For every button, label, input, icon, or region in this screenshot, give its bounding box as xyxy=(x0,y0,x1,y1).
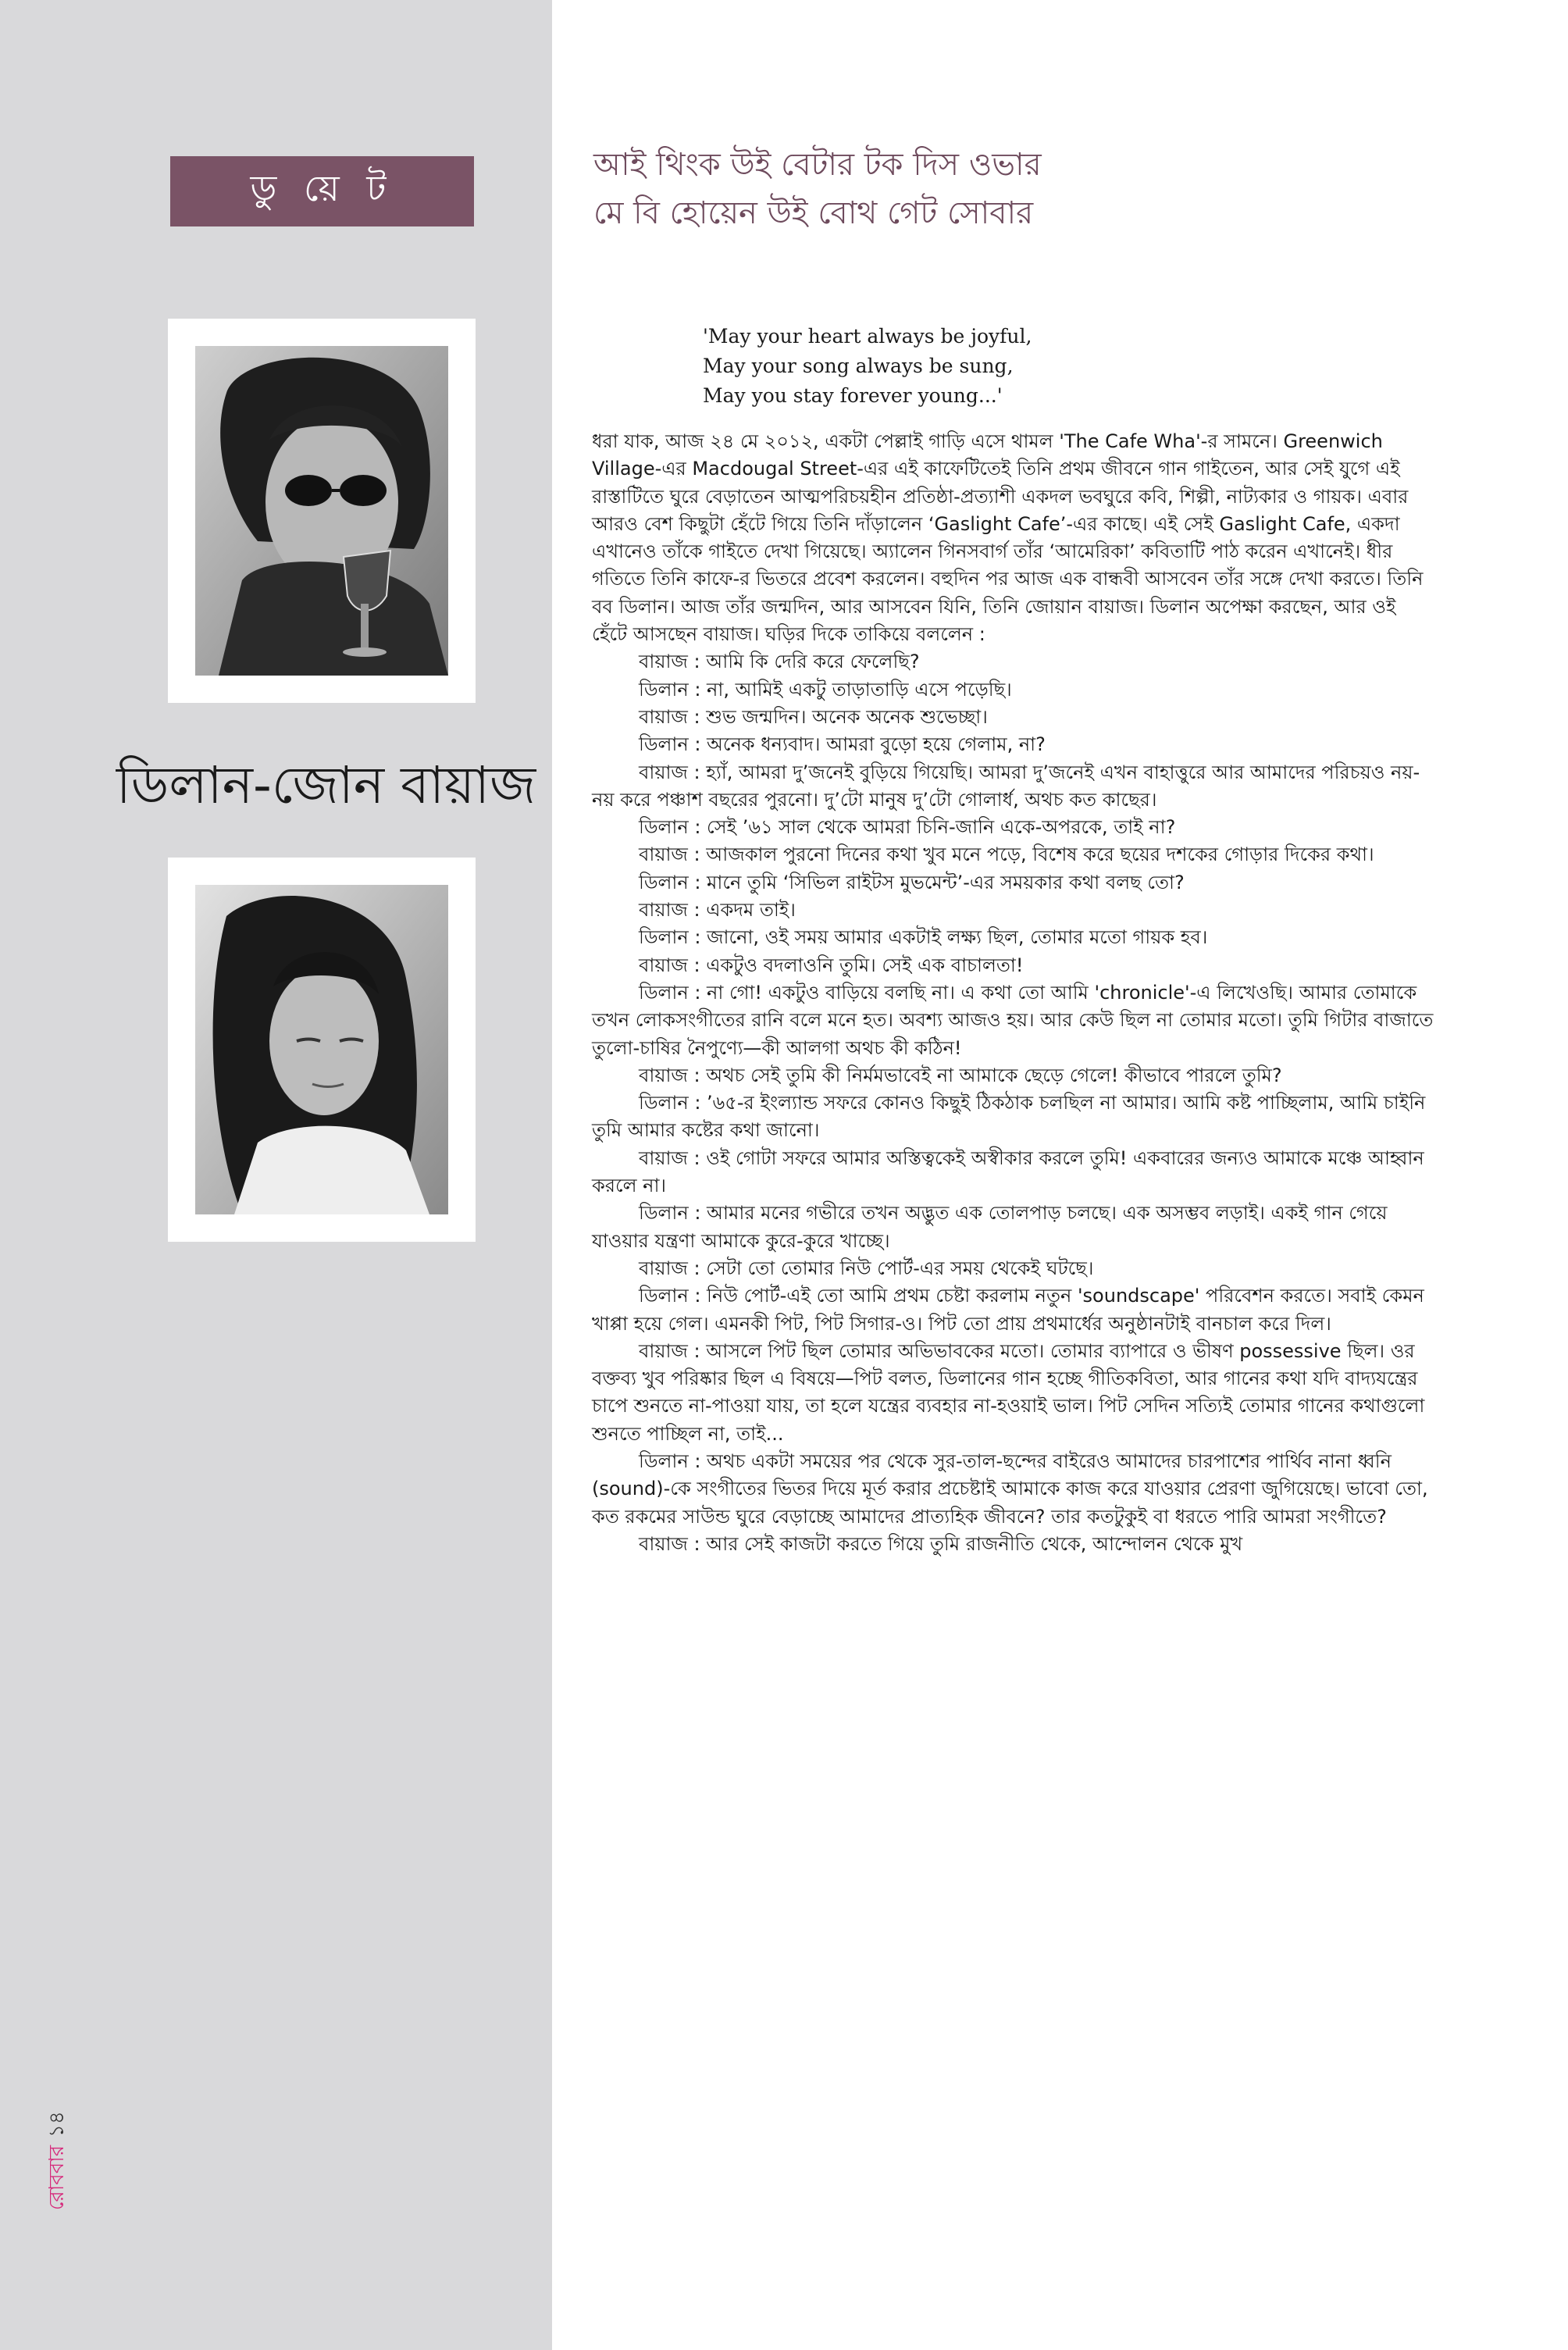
headline xyxy=(593,141,1042,237)
dialogue-line: বায়াজ : সেটা তো তোমার নিউ পোর্ট-এর সময় থেকেই ঘটছে। xyxy=(639,1257,1094,1279)
headline-line-2: মে বি হোয়েন উই বোথ গেট সোবার xyxy=(593,195,1034,231)
dialogue-line: ডিলান : সেই ’৬১ সাল থেকে আমরা চিনি-জানি একে-অপরকে, তাই না? xyxy=(639,816,1176,839)
section-tag: ডু য়ে ট xyxy=(170,156,474,226)
dialogue-line: বায়াজ : অথচ সেই তুমি কী নির্মমভাবেই না আমাকে ছেড়ে গেলে! কীভাবে পারলে তুমি? xyxy=(639,1064,1282,1086)
dialogue-line: ডিলান : আমার মনের গভীরে তখন অদ্ভুত এক তোলপাড় চলছে। এক অসম্ভব লড়াই। একই গান গেয়ে যাওয়ার যন্ত্রণা আমাকে কুরে-কুরে খাচ্ছে। xyxy=(592,1202,1388,1252)
dialogue-line: ডিলান : অনেক ধন্যবাদ। আমরা বুড়ো হয়ে গেলাম, না? xyxy=(639,733,1046,756)
epigraph-line-1: 'May your heart always be joyful, xyxy=(703,325,1032,348)
joan-baez-photo xyxy=(168,858,476,1242)
dialogue-line: ডিলান : মানে তুমি ‘সিভিল রাইটস মুভমেন্ট’-এর সময়কার কথা বলছ তো? xyxy=(639,871,1185,893)
joan-baez-photo-image xyxy=(195,885,448,1214)
feature-title: ডিলান-জোন বায়াজ xyxy=(116,755,536,815)
headline-line-1: আই থিংক উই বেটার টক দিস ওভার xyxy=(593,147,1042,183)
folio-page-number: ১৪ xyxy=(45,2111,69,2138)
dialogue-line: বায়াজ : একদম তাই। xyxy=(639,899,796,922)
dialogue-line: ডিলান : অথচ একটা সময়ের পর থেকে সুর-তাল-ছন্দের বাইরেও আমাদের চারপাশের পার্থিব নানা ধ্বনি (sound)-কে সংগীতের ভিতর দিয়ে মূর্ত করার প্রচেষ্টাই আমাকে কাজ করে যাওয়ার প্রেরণা জুগিয়েছে। ভাবো তো, কত রকমের সাউন্ড ঘুরে বেড়াচ্ছে আমাদের প্রাত্যহিক জীবনে? তার কতটুকুই বা ধরতে পারি আমরা সংগীতে? xyxy=(592,1450,1428,1528)
dialogue-line: ডিলান : ’৬৫-র ইংল্যান্ড সফরে কোনও কিছুই ঠিকঠাক চলছিল না আমার। আমি কষ্ট পাচ্ছিলাম, আমি চাইনি তুমি আমার কষ্টের কথা জানো। xyxy=(592,1092,1426,1142)
folio-magazine-name: রোববার xyxy=(45,2145,69,2210)
dialogue-line: ডিলান : জানো, ওই সময় আমার একটাই লক্ষ্য ছিল, তোমার মতো গায়ক হব। xyxy=(639,926,1208,949)
page-folio xyxy=(41,2109,72,2210)
dialogue-line: ডিলান : না গো! একটুও বাড়িয়ে বলছি না। এ কথা তো আমি 'chronicle'-এ লিখেওছি। আমার তোমাকে তখন লোকসংগীতের রানি বলে মনে হত। অবশ্য আজও হয়। আর কেউ ছিল না তোমার মতো। তুমি গিটার বাজাতে তুলো-চাষির নৈপুণ্যে—কী আলগা অথচ কী কঠিন! xyxy=(592,981,1434,1059)
epigraph-line-2: May your song always be sung, xyxy=(703,355,1014,377)
dialogue-line: বায়াজ : আজকাল পুরনো দিনের কথা খুব মনে পড়ে, বিশেষ করে ছয়ের দশকের গোড়ার দিকের কথা। xyxy=(639,843,1374,866)
dialogue-line: বায়াজ : আর সেই কাজটা করতে গিয়ে তুমি রাজনীতি থেকে, আন্দোলন থেকে মুখ xyxy=(639,1532,1243,1555)
bob-dylan-photo xyxy=(168,319,476,703)
dialogue-line: বায়াজ : আমি কি দেরি করে ফেলেছি? xyxy=(639,651,920,673)
epigraph-line-3: May you stay forever young...' xyxy=(703,384,1003,407)
dialogue-line: বায়াজ : শুভ জন্মদিন। অনেক অনেক শুভেচ্ছা। xyxy=(639,705,988,728)
dialogue-line: ডিলান : না, আমিই একটু তাড়াতাড়ি এসে পড়েছি। xyxy=(639,678,1012,701)
lead-paragraph: ধরা যাক, আজ ২৪ মে ২০১২, একটা পেল্লাই গাড়ি এসে থামল 'The Cafe Wha'-র সামনে। Greenwich Village-এর Macdougal Street-এর এই কাফেটিতেই তিনি প্রথম জীবনে গান গাইতেন, আর সেই যুগে এই রাস্তাটিতে ঘুরে বেড়াতেন আত্মপরিচয়হীন প্রতিষ্ঠা-প্রত্যাশী একদল ভবঘুরে কবি, শিল্পী, নাট্যকার ও গায়ক। এবার আরও বেশ কিছুটা হেঁটে গিয়ে তিনি দাঁড়ালেন ‘Gaslight Cafe’-এর কাছে। এই সেই Gaslight Cafe, একদা এখানেও তাঁকে গাইতে দেখা গিয়েছে। অ্যালেন গিনসবার্গ তাঁর ‘আমেরিকা’ কবিতাটি পাঠ করেন এখানেই। ধীর গতিতে তিনি কাফে-র ভিতরে প্রবেশ করলেন। বহুদিন পর আজ এক বান্ধবী আসবেন তাঁর সঙ্গে দেখা করতে। তিনি বব ডিলান। আজ তাঁর জন্মদিন, আর আসবেন যিনি, তিনি জোয়ান বায়াজ। ডিলান অপেক্ষা করছেন, আর ওই হেঁটে আসছেন বায়াজ। ঘড়ির দিকে তাকিয়ে বললেন : xyxy=(592,430,1424,646)
dialogue-line: বায়াজ : ওই গোটা সফরে আমার অস্তিত্বকেই অস্বীকার করলে তুমি! একবারের জন্যও আমাকে মঞ্চে আহ্বান করলে না। xyxy=(592,1146,1424,1197)
dialogue-line: ডিলান : নিউ পোর্ট-এই তো আমি প্রথম চেষ্টা করলাম নতুন 'soundscape' পরিবেশন করতে। সবাই কেমন খাপ্পা হয়ে গেল। এমনকী পিট, পিট সিগার-ও। পিট তো প্রায় প্রথমার্ধের অনুষ্ঠানটাই বানচাল করে দিল। xyxy=(592,1285,1424,1335)
article-body xyxy=(592,428,1435,1558)
dialogue-line: বায়াজ : আসলে পিট ছিল তোমার অভিভাবকের মতো। তোমার ব্যাপারে ও ভীষণ possessive ছিল। ওর বক্তব্য খুব পরিষ্কার ছিল এ বিষয়ে—পিট বলত, ডিলানের গান হচ্ছে গীতিকবিতা, আর গানের কথা যদি বাদ্যযন্ত্রের চাপে শুনতে না-পাওয়া যায়, তা হলে যন্ত্রের ব্যবহার না-হওয়াই ভাল। পিট সেদিন সত্যিই তোমার গানের কথাগুলো শুনতে পাচ্ছিল না, তাই... xyxy=(592,1339,1425,1445)
dialogue-line: বায়াজ : হ্যাঁ, আমরা দু’জনেই বুড়িয়ে গিয়েছি। আমরা দু’জনেই এখন বাহাত্তুরে আর আমাদের পরিচয়ও নয়-নয় করে পঞ্চাশ বছরের পুরনো। দু’টো মানুষ দু’টো গোলার্ধ, অথচ কত কাছের। xyxy=(592,761,1420,811)
bob-dylan-photo-image xyxy=(195,346,448,676)
dialogue-line: বায়াজ : একটুও বদলাওনি তুমি। সেই এক বাচালতা! xyxy=(639,954,1024,976)
epigraph xyxy=(703,322,1032,411)
